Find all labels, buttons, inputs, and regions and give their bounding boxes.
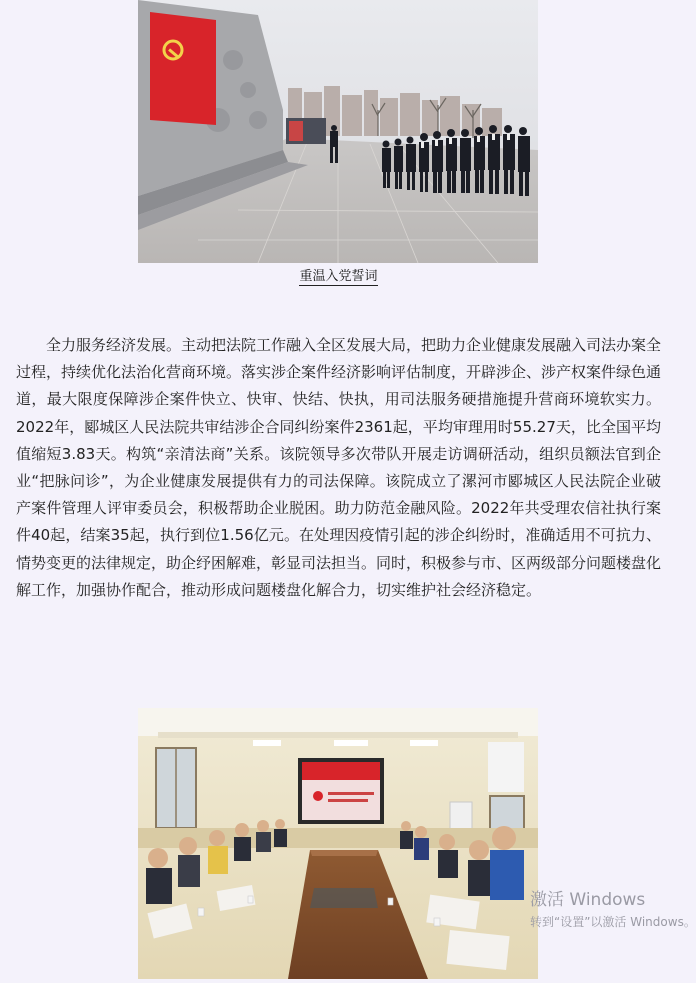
watermark-title: 激活 Windows — [530, 890, 646, 910]
watermark-subtitle: 转到“设置”以激活 Windows。 — [530, 915, 696, 929]
photo-caption — [0, 268, 677, 286]
oath-ceremony-photo — [138, 0, 538, 263]
oath-ceremony-illustration — [138, 0, 538, 263]
caption-text: 重温入党誓词 — [299, 269, 378, 284]
meeting-room-illustration — [138, 708, 538, 979]
meeting-room-photo — [138, 708, 538, 979]
article-paragraph: 全力服务经济发展。主动把法院工作融入全区发展大局，把助力企业健康发展融入司法办案全过程，持续优化法治化营商环境。落实涉企案件经济影响评估制度，开辟涉企、涉产权案件绿色通道，最大限度保障涉企案件快立、快审、快结、快执，用司法服务硬措施提升营商环境软实力。2022年，郾城区人民法院共审结涉企合同纠纷案件2361起，平均审理用时55.27天，比全国平均值缩短3.83天。构筑“亲清法商”关系。该院领导多次带队开展走访调研活动，组织员额法官到企业“把脉问诊”，为企业健康发展提供有力的司法保障。该院成立了漯河市郾城区人民法院企业破产案件管理人评审委员会，积极帮助企业脱困。助力防范金融风险。2022年共受理农信社执行案件40起，结案35起，执行到位1.56亿元。在处理因疫情引起的涉企纠纷时，准确适用不可抗力、情势变更的法律规定，助企纾困解难，彰显司法担当。同时，积极参与市、区两级部分问题楼盘化解工作，加强协作配合，推动形成问题楼盘化解合力，切实维护社会经济稳定。 — [16, 336, 662, 599]
windows-activation-watermark — [530, 890, 696, 931]
